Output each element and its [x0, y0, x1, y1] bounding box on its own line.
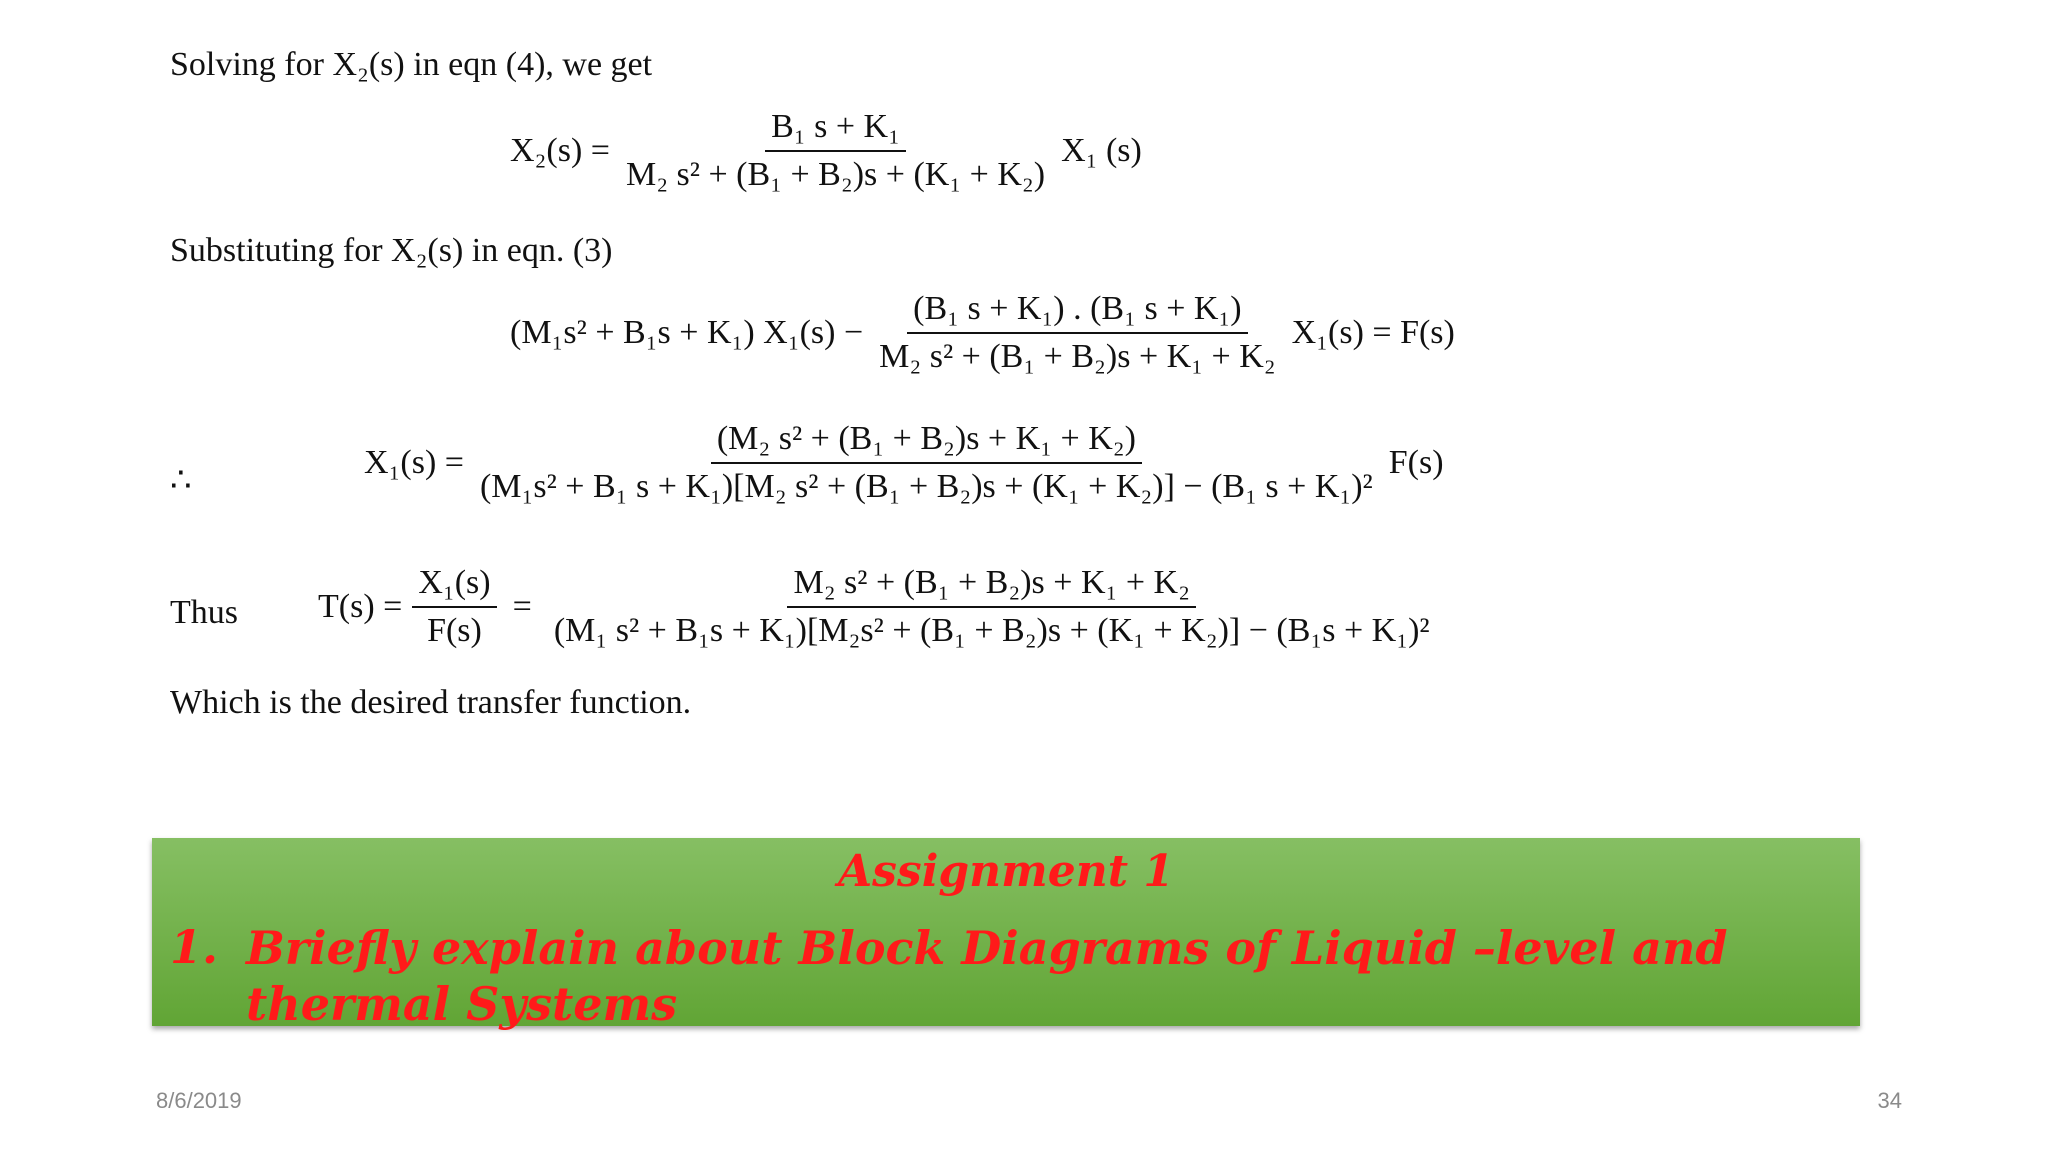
- assignment-item-number: 1.: [170, 920, 219, 974]
- eq3-rhs: F(s): [1388, 444, 1444, 481]
- substitution-line: Substituting for X₂(s) in eqn. (3): [170, 232, 613, 269]
- eq3-fraction: [474, 420, 1379, 506]
- equation-x1: [364, 420, 1444, 506]
- eq2-denominator: M₂ s² + (B₁ + B₂)s + K₁ + K₂: [879, 338, 1276, 375]
- assignment-item-text: Briefly explain about Block Diagrams of Liquid –level and thermal Systems: [246, 921, 1728, 1031]
- thus-label: Thus: [170, 594, 238, 631]
- slide-number: 34: [1877, 1088, 1902, 1113]
- eq1-denominator: M₂ s² + (B₁ + B₂)s + (K₁ + K₂): [625, 156, 1046, 193]
- eq4-fraction: [548, 564, 1436, 650]
- eq1-fraction: [620, 108, 1051, 194]
- eq4-lhs: T(s) =: [318, 588, 403, 625]
- eq3-numerator: (M₂ s² + (B₁ + B₂)s + K₁ + K₂): [711, 420, 1142, 464]
- eq4-ratio-numerator: X₁(s): [412, 564, 496, 608]
- equation-substituted: [510, 290, 1455, 376]
- assignment-box: [152, 838, 1860, 1031]
- intro-line: Solving for X₂(s) in eqn (4), we get: [170, 46, 653, 83]
- conclusion-line: Which is the desired transfer function.: [170, 684, 692, 721]
- eq2-lhs: (M₁s² + B₁s + K₁) X₁(s) −: [510, 314, 864, 351]
- eq2-fraction: [873, 290, 1281, 376]
- eq1-lhs: X₂(s) =: [510, 132, 610, 169]
- eq4-denominator: (M₁ s² + B₁s + K₁)[M₂s² + (B₁ + B₂)s + (K₁ + K₂)] − (B₁s + K₁)²: [553, 612, 1430, 649]
- equation-transfer: [318, 564, 1446, 650]
- equation-x2: [510, 108, 1142, 194]
- eq3-denominator: (M₁s² + B₁ s + K₁)[M₂ s² + (B₁ + B₂)s + (K₁ + K₂)] − (B₁ s + K₁)²: [479, 468, 1373, 505]
- eq2-numerator: (B₁ s + K₁) . (B₁ s + K₁): [907, 290, 1247, 334]
- eq4-ratio-denominator: F(s): [427, 612, 482, 649]
- eq3-lhs: X₁(s) =: [364, 444, 464, 481]
- eq2-rhs: X₁(s) = F(s): [1291, 314, 1455, 351]
- eq1-numerator: B₁ s + K₁: [765, 108, 906, 152]
- eq1-rhs: X₁ (s): [1061, 132, 1142, 169]
- eq4-equals: =: [512, 588, 532, 625]
- therefore-symbol: ∴: [170, 462, 192, 499]
- eq4-numerator: M₂ s² + (B₁ + B₂)s + K₁ + K₂: [787, 564, 1195, 608]
- assignment-title: Assignment 1: [838, 846, 1174, 897]
- slide-date: 8/6/2019: [156, 1088, 242, 1113]
- eq4-ratio: [412, 564, 496, 650]
